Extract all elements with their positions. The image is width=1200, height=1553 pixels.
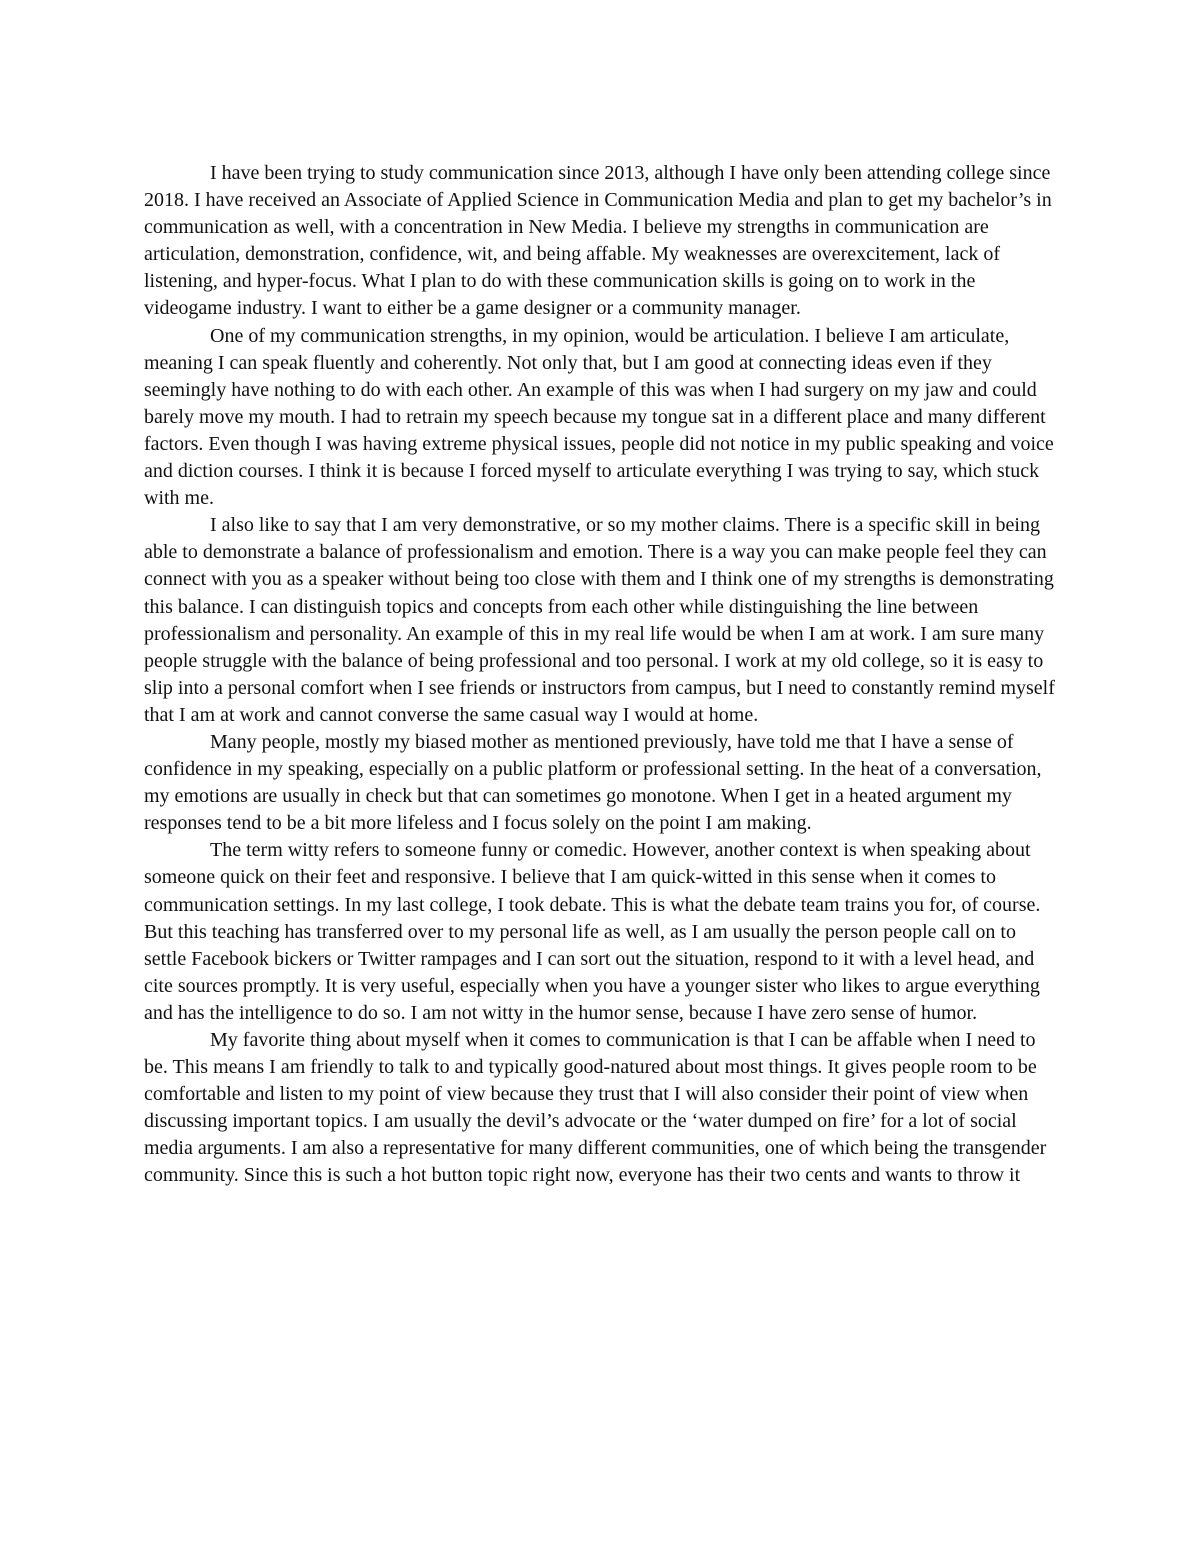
paragraph-wit: The term witty refers to someone funny or comedic. However, another context is when speaking about someone quick on their feet and responsive. I believe that I am quick-witted in this sense when it comes to communication settings. In my last college, I took debate. This is what the debate team trains you for, of course. But this teaching has transferred over to my personal life as well, as I am usually the person people call on to settle Facebook bickers or Twitter rampages and I can sort out the situation, respond to it with a level head, and cite sources promptly. It is very useful, especially when you have a younger sister who likes to argue everything and has the intelligence to do so. I am not witty in the humor sense, because I have zero sense of humor. — [144, 839, 1041, 1024]
paragraph-confidence: Many people, mostly my biased mother as mentioned previously, have told me that I have a sense of confidence in my speaking, especially on a public platform or professional setting. In the heat of a conversation, my emotions are usually in check but that can sometimes go monotone. When I get in a heated argument my responses tend to be a bit more lifeless and I focus solely on the point I am making. — [144, 730, 1042, 835]
paragraph-demonstration: I also like to say that I am very demonstrative, or so my mother claims. There is a specific skill in being able to demonstrate a balance of professionalism and emotion. There is a way you can make people feel they can connect with you as a speaker without being too close with them and I think one of my strengths is demonstrating this balance. I can distinguish topics and concepts from each other while distinguishing the line between professionalism and personality. An example of this in my real life would be when I am at work. I am sure many people struggle with the balance of being professional and too personal. I work at my old college, so it is easy to slip into a personal comfort when I see friends or instructors from campus, but I need to constantly remind myself that I am at work and cannot converse the same casual way I would at home. — [144, 514, 1055, 726]
paragraph-articulation: One of my communication strengths, in my opinion, would be articulation. I believe I am articulate, meaning I can speak fluently and coherently. Not only that, but I am good at connecting ideas even if they seemingly have nothing to do with each other. An example of this was when I had surgery on my jaw and could barely move my mouth. I had to retrain my speech because my tongue sat in a different place and many different factors. Even though I was having extreme physical issues, people did not notice in my public speaking and voice and diction courses. I think it is because I forced myself to articulate everything I was trying to say, which stuck with me. — [144, 324, 1054, 510]
paragraph-intro: I have been trying to study communication since 2013, although I have only been attending college since 2018. I have received an Associate of Applied Science in Communication Media and plan to get my bachelor’s in communication as well, with a concentration in New Media. I believe my strengths in communication are articulation, demonstration, confidence, wit, and being affable. My weaknesses are overexcitement, lack of listening, and hyper-focus. What I plan to do with these communication skills is going on to work in the videogame industry. I want to either be a game designer or a community manager. — [144, 162, 1052, 320]
paragraph-affable: My favorite thing about myself when it comes to communication is that I can be affable when I need to be. This means I am friendly to talk to and typically good-natured about most things. It gives people room to be comfortable and listen to my point of view because they trust that I will also consider their point of view when discussing important topics. I am usually the devil’s advocate or the ‘water dumped on fire’ for a lot of social media arguments. I am also a representative for many different communities, one of which being the transgender community. Since this is such a hot button topic right now, everyone has their two cents and wants to throw it — [144, 1029, 1047, 1187]
essay-body — [144, 160, 1060, 1190]
